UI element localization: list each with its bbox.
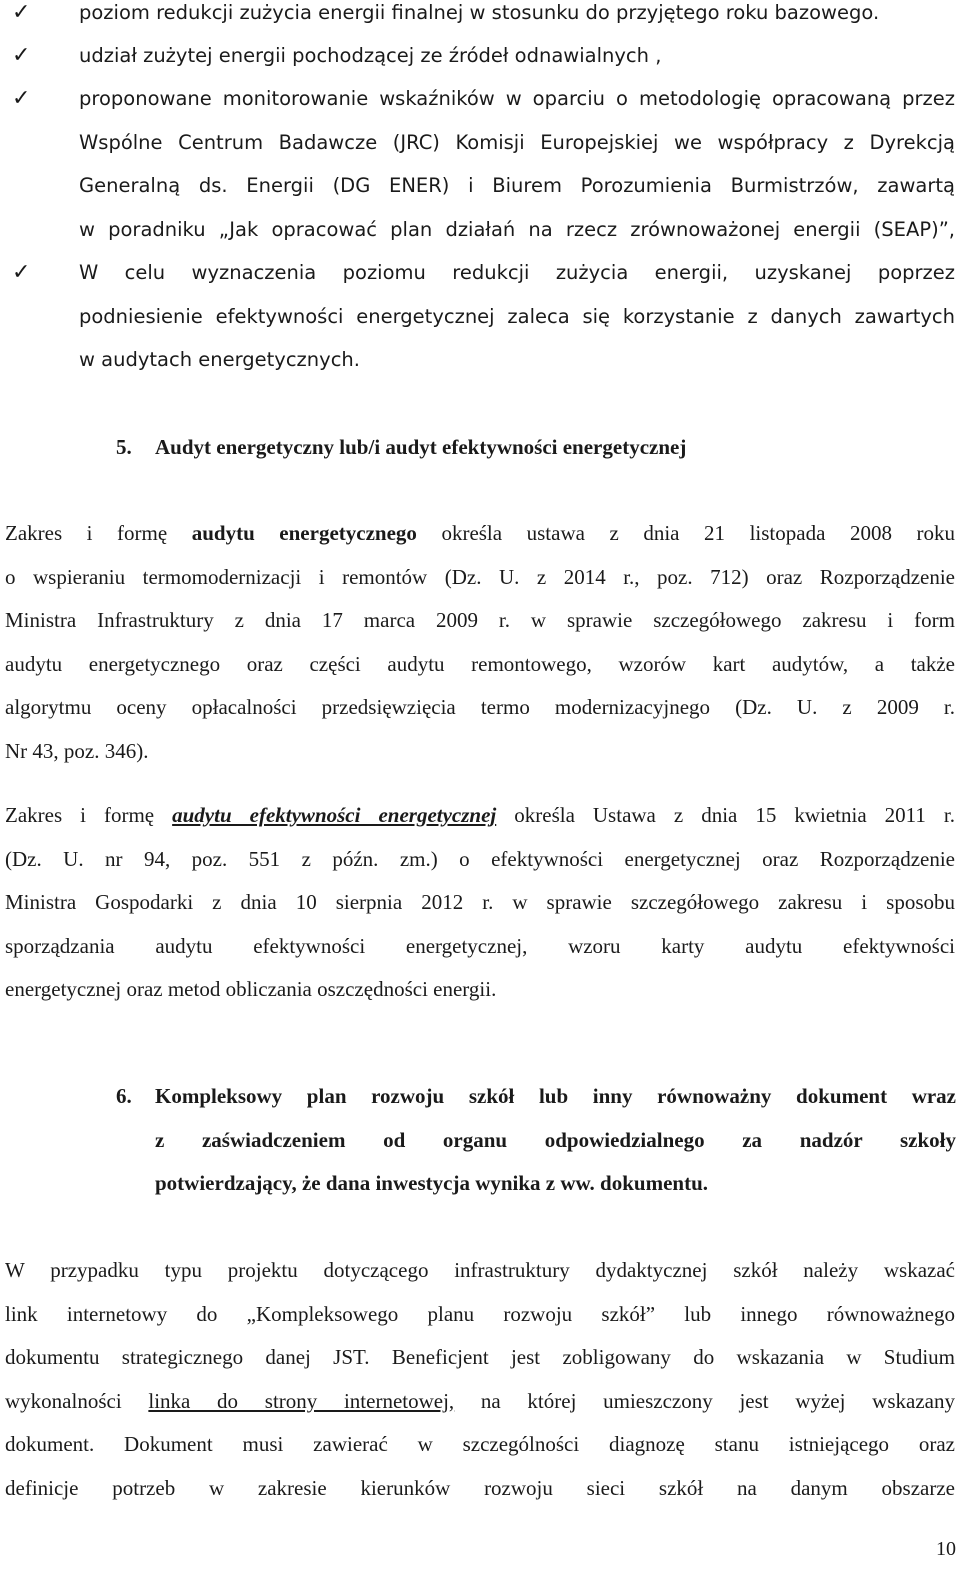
section-5-paragraph-1: Zakres i formę audytu energetycznego określa ustawa z dnia 21 listopada 2008 roku o wspieraniu termomodernizacji i remontów (Dz. U. z 2014 r., poz. 712) oraz Rozporządzenie Ministra Infrastruktury z dnia 17 marca 2009 r. w sprawie szczegółowego zakresu i form audytu energetycznego oraz części audytu remontowego, wzorów kart audytów, a także algorytmu oceny opłacalności przedsięwzięcia termo modernizacyjnego (Dz. U. z 2009 r. Nr 43, poz. 346). — [5, 521, 955, 763]
section-title: Audyt energetyczny lub/i audyt efektywności energetycznej — [155, 435, 687, 459]
section-5-paragraph-2: Zakres i formę audytu efektywności energetycznej określa Ustawa z dnia 15 kwietnia 2011 r. (Dz. U. nr 94, poz. 551 z późn. zm.) o efektywności energetycznej oraz Rozporządzenie Ministra Gospodarki z dnia 10 sierpnia 2012 r. w sprawie szczegółowego zakresu i sposobu sporządzania audytu efektywności energetycznej, wzoru karty audytu efektywności energetycznej oraz metod obliczania oszczędności energii. — [5, 803, 955, 1001]
section-number: 6. — [116, 1084, 132, 1108]
section-6-heading — [116, 1075, 956, 1206]
checkmark-icon: ✓ — [12, 260, 31, 285]
list-item: ✓ proponowane monitorowanie wskaźników w oparciu o metodologię opracowaną przez Wspólne Centrum Badawcze (JRC) Komisji Europejskiej we współpracy z Dyrekcją Generalną ds. Energii (DG ENER) i Biurem Porozumienia Burmistrzów, zawartą w poradniku „Jak opracować plan działań na rzecz zrównoważonej energii (SEAP)”, — [0, 77, 955, 251]
list-item: ✓ W celu wyznaczenia poziomu redukcji zużycia energii, uzyskanej poprzez podniesienie efektywności energetycznej zaleca się korzystanie z danych zawartych w audytach energetycznych. — [0, 251, 955, 382]
checkmark-icon: ✓ — [12, 86, 31, 111]
checkmark-icon: ✓ — [12, 43, 31, 68]
bold-italic-term: audytu efektywności energetycznej — [172, 803, 497, 827]
list-item: ✓ poziom redukcji zużycia energii finalnej w stosunku do przyjętego roku bazowego. — [0, 0, 955, 35]
website-link-phrase: linka do strony internetowej, — [148, 1388, 455, 1413]
section-5-heading — [116, 426, 956, 470]
section-title: Kompleksowy plan rozwoju szkół lub inny równoważny dokument wraz z zaświadczeniem od organu odpowiedzialnego za nadzór szkoły potwierdzający, że dana inwestycja wynika z ww. dokumentu. — [155, 1084, 956, 1195]
section-number: 5. — [116, 435, 132, 459]
bold-term: audytu energetycznego — [191, 521, 417, 545]
checkmark-icon: ✓ — [12, 0, 31, 25]
list-item: ✓ udział zużytej energii pochodzącej ze źródeł odnawialnych , — [0, 34, 955, 78]
section-6-paragraph: W przypadku typu projektu dotyczącego infrastruktury dydaktycznej szkół należy wskazać link internetowy do „Kompleksowego planu rozwoju szkół” lub innego równoważnego dokumentu strategicznego danej JST. Beneficjent jest zobligowany do wskazania w Studium wykonalności linka do strony internetowej, na której umieszczony jest wyżej wskazany dokument. Dokument musi zawierać w szczególności diagnozę stanu istniejącego oraz definicje potrzeb w zakresie kierunków rozwoju sieci szkół na danym obszarze — [5, 1258, 955, 1500]
page-number: 10 — [936, 1538, 956, 1560]
